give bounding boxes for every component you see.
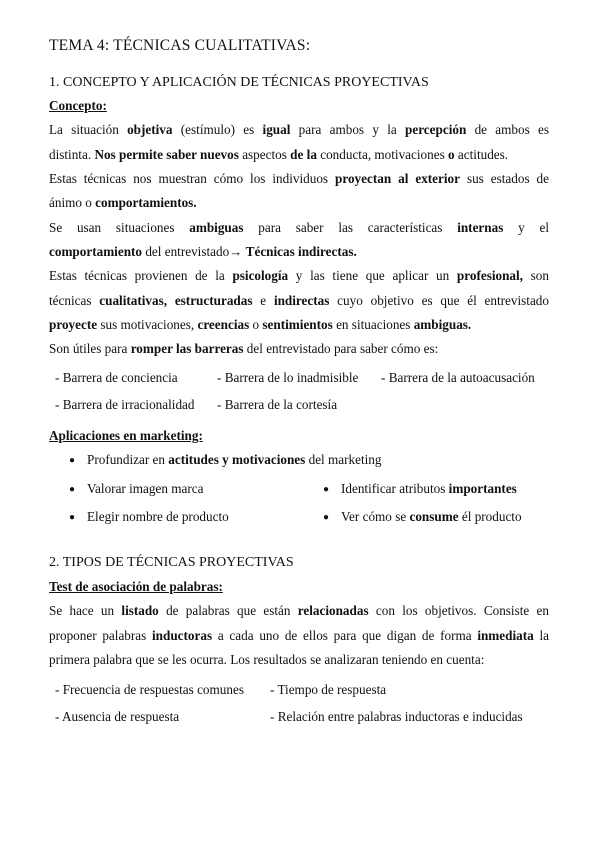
- text-run: del marketing: [305, 452, 382, 467]
- test-line-1: [49, 603, 549, 619]
- bold-run: ambiguas.: [413, 317, 472, 332]
- section1-heading: 1. CONCEPTO Y APLICACIÓN DE TÉCNICAS PROYECTIVAS: [49, 75, 429, 90]
- concepto-line-7: [49, 268, 549, 284]
- text-run: él producto: [458, 509, 522, 524]
- text-run: con los objetivos. Consiste en: [368, 603, 549, 618]
- text-run: Estas técnicas nos muestran cómo los individuos: [49, 171, 336, 186]
- criteria-item: - Tiempo de respuesta: [270, 682, 387, 697]
- text-run: para ambos y la: [290, 122, 405, 137]
- test-label: Test de asociación de palabras:: [49, 579, 223, 594]
- bold-run: creencias: [197, 317, 250, 332]
- criteria-item: - Frecuencia de respuestas comunes: [55, 682, 244, 697]
- bold-run: comportamientos.: [95, 195, 197, 210]
- text-run: o: [249, 317, 263, 332]
- test-line-2: [49, 628, 549, 644]
- concepto-line-10: [49, 341, 549, 357]
- bold-run: cualitativas, estructuradas: [99, 293, 253, 308]
- bold-run: comportamiento: [49, 244, 143, 259]
- barrier-item: - Barrera de irracionalidad: [55, 397, 195, 412]
- bullet-icon: ●: [69, 484, 76, 495]
- text-run: cuyo objetivo es que él entrevistado: [329, 293, 549, 308]
- concepto-line-1: [49, 122, 549, 138]
- bold-run: Nos permite saber nuevos: [91, 147, 243, 162]
- text-run: Estas técnicas provienen de la: [49, 268, 233, 283]
- text-run: del entrevistado→: [142, 244, 246, 259]
- bold-run: inmediata: [477, 628, 534, 643]
- test-line-3: [49, 652, 549, 668]
- text-run: sus estados de: [460, 171, 549, 186]
- bold-run: internas: [457, 220, 504, 235]
- text-run: de palabras que están: [158, 603, 298, 618]
- app-item: [341, 509, 522, 525]
- text-run: actitudes.: [457, 147, 509, 162]
- bold-run: indirectas: [273, 293, 330, 308]
- text-run: y el: [503, 220, 549, 235]
- text-run: distinta.: [49, 147, 92, 162]
- text-run: (estímulo) es: [172, 122, 263, 137]
- text-run: Elegir nombre de producto: [87, 509, 229, 524]
- criteria-item: - Ausencia de respuesta: [55, 709, 180, 724]
- concepto-line-8: [49, 293, 549, 309]
- text-run: conducta, motivaciones: [320, 147, 445, 162]
- text-run: primera palabra que se les ocurra. Los resultados se analizaran teniendo en cuenta:: [49, 652, 485, 667]
- text-run: en situaciones: [332, 317, 414, 332]
- text-run: y las tiene que aplicar un: [288, 268, 457, 283]
- bullet-icon: ●: [69, 512, 76, 523]
- criteria-item: - Relación entre palabras inductoras e inducidas: [270, 709, 523, 724]
- text-run: la: [533, 628, 549, 643]
- bold-run: romper las barreras: [130, 341, 244, 356]
- text-run: proponer palabras: [49, 628, 153, 643]
- bold-run: percepción: [405, 122, 467, 137]
- text-run: e: [252, 293, 274, 308]
- bold-run: igual: [262, 122, 291, 137]
- bold-run: proyecte: [49, 317, 98, 332]
- app-item: [87, 509, 229, 525]
- bold-run: consume: [409, 509, 459, 524]
- bold-run: o: [444, 147, 458, 162]
- text-run: Identificar atributos: [341, 481, 449, 496]
- text-run: de ambos es: [466, 122, 549, 137]
- text-run: Se hace un: [49, 603, 122, 618]
- text-run: Ver cómo se: [341, 509, 410, 524]
- text-run: Profundizar en: [87, 452, 169, 467]
- section2-heading: 2. TIPOS DE TÉCNICAS PROYECTIVAS: [49, 555, 294, 570]
- text-run: aspectos: [242, 147, 287, 162]
- concepto-line-5: [49, 220, 549, 236]
- bold-run: proyectan al exterior: [335, 171, 460, 186]
- document-title: TEMA 4: TÉCNICAS CUALITATIVAS:: [49, 37, 311, 54]
- concepto-label: Concepto:: [49, 98, 107, 113]
- bold-run: relacionadas: [297, 603, 369, 618]
- barrier-item: - Barrera de la cortesía: [217, 397, 338, 412]
- app-item: [87, 452, 381, 468]
- bullet-icon: ●: [69, 455, 76, 466]
- bold-run: de la: [286, 147, 321, 162]
- bold-run: actitudes y motivaciones: [168, 452, 306, 467]
- barrier-item: - Barrera de conciencia: [55, 370, 178, 385]
- bold-run: profesional,: [456, 268, 523, 283]
- aplicaciones-label: Aplicaciones en marketing:: [49, 428, 203, 443]
- bold-run: psicología: [232, 268, 289, 283]
- bullet-icon: ●: [323, 484, 330, 495]
- bold-run: ambiguas: [189, 220, 244, 235]
- text-run: técnicas: [49, 293, 100, 308]
- app-item: [87, 481, 203, 497]
- bold-run: importantes: [448, 481, 517, 496]
- text-run: Valorar imagen marca: [87, 481, 204, 496]
- text-run: sus motivaciones,: [97, 317, 198, 332]
- concepto-line-6: [49, 244, 549, 260]
- text-run: para saber las características: [243, 220, 458, 235]
- text-run: Se usan situaciones: [49, 220, 190, 235]
- concepto-line-2: [49, 147, 549, 163]
- bold-run: sentimientos: [262, 317, 333, 332]
- bullet-icon: ●: [323, 512, 330, 523]
- bold-run: inductoras: [152, 628, 213, 643]
- concepto-line-9: [49, 317, 549, 333]
- bold-run: Técnicas indirectas.: [245, 244, 357, 259]
- bold-run: objetiva: [127, 122, 173, 137]
- app-item: [341, 481, 517, 497]
- concepto-line-4: [49, 195, 549, 211]
- text-run: Son útiles para: [49, 341, 131, 356]
- text-run: ánimo o: [49, 195, 96, 210]
- barrier-item: - Barrera de lo inadmisible: [217, 370, 359, 385]
- text-run: del entrevistado para saber cómo es:: [243, 341, 439, 356]
- text-run: a cada uno de ellos para que digan de forma: [212, 628, 478, 643]
- concepto-line-3: [49, 171, 549, 187]
- barrier-item: - Barrera de la autoacusación: [381, 370, 535, 385]
- bold-run: listado: [121, 603, 159, 618]
- text-run: son: [522, 268, 549, 283]
- text-run: La situación: [49, 122, 128, 137]
